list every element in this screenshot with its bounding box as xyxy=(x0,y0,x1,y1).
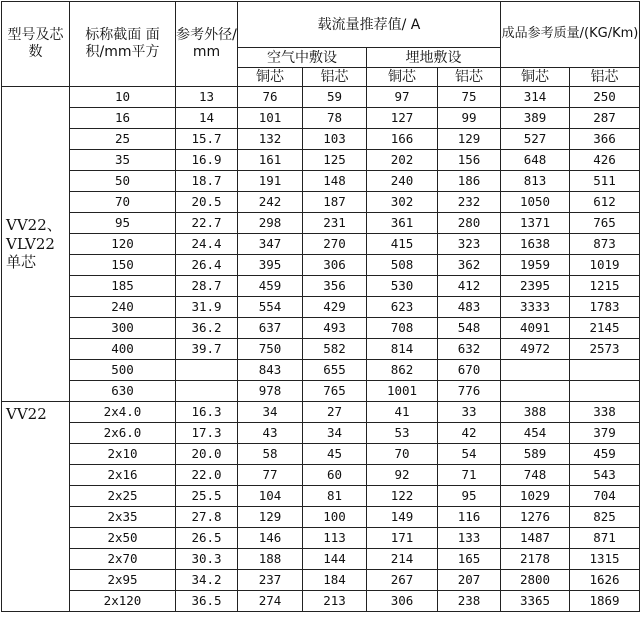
cell-air-copper: 274 xyxy=(238,591,303,612)
cell-mass-copper: 748 xyxy=(501,465,570,486)
cell-air-copper: 637 xyxy=(238,318,303,339)
cell-ground-copper: 267 xyxy=(367,570,438,591)
cell-ground-aluminum: 776 xyxy=(438,381,501,402)
cell-diameter: 15.7 xyxy=(176,129,238,150)
table-row xyxy=(2,276,640,297)
cell-mass-copper: 1638 xyxy=(501,234,570,255)
cell-ground-aluminum: 75 xyxy=(438,87,501,108)
cell-air-copper: 129 xyxy=(238,507,303,528)
cell-section: 25 xyxy=(70,129,176,150)
cell-ground-aluminum: 323 xyxy=(438,234,501,255)
cell-air-copper: 347 xyxy=(238,234,303,255)
cell-ground-copper: 70 xyxy=(367,444,438,465)
cell-ground-aluminum: 54 xyxy=(438,444,501,465)
cell-section: 500 xyxy=(70,360,176,381)
cell-ground-copper: 122 xyxy=(367,486,438,507)
cell-ground-copper: 171 xyxy=(367,528,438,549)
cell-ground-copper: 149 xyxy=(367,507,438,528)
cell-mass-aluminum: 612 xyxy=(570,192,640,213)
cell-ground-copper: 202 xyxy=(367,150,438,171)
cell-mass-copper: 4972 xyxy=(501,339,570,360)
header-mass-copper: 铜芯 xyxy=(501,68,570,87)
header-ground-aluminum: 铝芯 xyxy=(438,68,501,87)
cell-air-aluminum: 765 xyxy=(303,381,367,402)
cell-ground-aluminum: 362 xyxy=(438,255,501,276)
table-row xyxy=(2,507,640,528)
cell-air-copper: 76 xyxy=(238,87,303,108)
cell-mass-aluminum: 2573 xyxy=(570,339,640,360)
cell-mass-aluminum: 459 xyxy=(570,444,640,465)
cell-ground-copper: 53 xyxy=(367,423,438,444)
cell-mass-aluminum: 873 xyxy=(570,234,640,255)
cell-section: 2x16 xyxy=(70,465,176,486)
cell-mass-aluminum: 250 xyxy=(570,87,640,108)
table-row xyxy=(2,87,640,108)
cell-mass-aluminum: 1215 xyxy=(570,276,640,297)
cell-section: 2x10 xyxy=(70,444,176,465)
cell-ground-copper: 214 xyxy=(367,549,438,570)
cell-section: 2x70 xyxy=(70,549,176,570)
cell-air-copper: 43 xyxy=(238,423,303,444)
cell-ground-copper: 862 xyxy=(367,360,438,381)
table-row xyxy=(2,486,640,507)
cell-air-aluminum: 60 xyxy=(303,465,367,486)
cell-air-aluminum: 45 xyxy=(303,444,367,465)
cell-diameter: 25.5 xyxy=(176,486,238,507)
cell-mass-aluminum: 1626 xyxy=(570,570,640,591)
cell-diameter: 36.5 xyxy=(176,591,238,612)
cell-mass-copper: 314 xyxy=(501,87,570,108)
header-ground: 埋地敷设 xyxy=(367,48,501,68)
cell-ground-copper: 415 xyxy=(367,234,438,255)
cell-mass-copper: 1487 xyxy=(501,528,570,549)
cell-ground-copper: 361 xyxy=(367,213,438,234)
cell-ground-copper: 530 xyxy=(367,276,438,297)
cell-section: 185 xyxy=(70,276,176,297)
cell-mass-aluminum: 1869 xyxy=(570,591,640,612)
cell-ground-copper: 306 xyxy=(367,591,438,612)
cell-air-aluminum: 655 xyxy=(303,360,367,381)
table-row xyxy=(2,234,640,255)
table-row xyxy=(2,318,640,339)
header-air-copper: 铜芯 xyxy=(238,68,303,87)
cell-mass-copper: 589 xyxy=(501,444,570,465)
cell-section: 2x95 xyxy=(70,570,176,591)
cell-air-aluminum: 493 xyxy=(303,318,367,339)
cell-diameter: 16.3 xyxy=(176,402,238,423)
cell-air-copper: 459 xyxy=(238,276,303,297)
cell-ground-aluminum: 412 xyxy=(438,276,501,297)
cell-section: 2x4.0 xyxy=(70,402,176,423)
header-current: 载流量推荐值/ A xyxy=(238,2,501,48)
cell-air-copper: 298 xyxy=(238,213,303,234)
cell-air-copper: 104 xyxy=(238,486,303,507)
table-row xyxy=(2,381,640,402)
cell-section: 70 xyxy=(70,192,176,213)
cell-air-copper: 242 xyxy=(238,192,303,213)
cell-diameter xyxy=(176,360,238,381)
cell-air-copper: 188 xyxy=(238,549,303,570)
cell-air-aluminum: 429 xyxy=(303,297,367,318)
cell-mass-copper: 2178 xyxy=(501,549,570,570)
cell-air-copper: 58 xyxy=(238,444,303,465)
cell-mass-aluminum xyxy=(570,360,640,381)
header-mass: 成品参考质量/(KG/Km) xyxy=(501,2,640,68)
header-diameter: 参考外径/ mm xyxy=(176,2,238,87)
cell-diameter: 39.7 xyxy=(176,339,238,360)
cell-air-aluminum: 34 xyxy=(303,423,367,444)
cell-mass-copper xyxy=(501,381,570,402)
cell-section: 630 xyxy=(70,381,176,402)
cell-ground-copper: 97 xyxy=(367,87,438,108)
cell-section: 2x50 xyxy=(70,528,176,549)
cell-diameter: 22.7 xyxy=(176,213,238,234)
table-row xyxy=(2,402,640,423)
cell-air-aluminum: 125 xyxy=(303,150,367,171)
table-row xyxy=(2,255,640,276)
cell-air-copper: 237 xyxy=(238,570,303,591)
cell-mass-aluminum: 426 xyxy=(570,150,640,171)
table-row xyxy=(2,465,640,486)
cell-ground-aluminum: 483 xyxy=(438,297,501,318)
cell-ground-aluminum: 71 xyxy=(438,465,501,486)
cell-ground-aluminum: 42 xyxy=(438,423,501,444)
cell-mass-copper: 1029 xyxy=(501,486,570,507)
model-cell: VV22 xyxy=(2,402,70,612)
cable-spec-table xyxy=(1,1,640,612)
cell-diameter: 26.4 xyxy=(176,255,238,276)
cell-mass-copper: 1371 xyxy=(501,213,570,234)
cell-diameter: 26.5 xyxy=(176,528,238,549)
cell-ground-aluminum: 207 xyxy=(438,570,501,591)
table-row xyxy=(2,171,640,192)
table-row xyxy=(2,129,640,150)
cell-mass-aluminum: 366 xyxy=(570,129,640,150)
table-row xyxy=(2,360,640,381)
cell-ground-aluminum: 165 xyxy=(438,549,501,570)
cell-section: 400 xyxy=(70,339,176,360)
cell-ground-aluminum: 129 xyxy=(438,129,501,150)
cell-ground-aluminum: 548 xyxy=(438,318,501,339)
cell-diameter: 20.5 xyxy=(176,192,238,213)
cell-ground-aluminum: 99 xyxy=(438,108,501,129)
cell-ground-copper: 508 xyxy=(367,255,438,276)
cell-ground-aluminum: 33 xyxy=(438,402,501,423)
cell-diameter: 22.0 xyxy=(176,465,238,486)
cell-ground-aluminum: 238 xyxy=(438,591,501,612)
header-model: 型号及芯数 xyxy=(2,2,70,87)
cell-ground-copper: 623 xyxy=(367,297,438,318)
cell-diameter: 16.9 xyxy=(176,150,238,171)
cell-mass-aluminum: 379 xyxy=(570,423,640,444)
cell-mass-copper: 527 xyxy=(501,129,570,150)
cell-air-aluminum: 270 xyxy=(303,234,367,255)
cell-air-aluminum: 144 xyxy=(303,549,367,570)
cell-section: 300 xyxy=(70,318,176,339)
cell-air-aluminum: 187 xyxy=(303,192,367,213)
cell-air-aluminum: 231 xyxy=(303,213,367,234)
cell-mass-aluminum: 2145 xyxy=(570,318,640,339)
cell-section: 10 xyxy=(70,87,176,108)
cell-ground-aluminum: 133 xyxy=(438,528,501,549)
cell-air-aluminum: 81 xyxy=(303,486,367,507)
cell-diameter: 34.2 xyxy=(176,570,238,591)
cell-mass-aluminum: 338 xyxy=(570,402,640,423)
cell-diameter: 24.4 xyxy=(176,234,238,255)
cell-air-aluminum: 100 xyxy=(303,507,367,528)
table-row xyxy=(2,213,640,234)
cell-ground-copper: 166 xyxy=(367,129,438,150)
table-row xyxy=(2,549,640,570)
cell-mass-copper: 389 xyxy=(501,108,570,129)
cell-diameter: 28.7 xyxy=(176,276,238,297)
header-section: 标称截面 面积/mm平方 xyxy=(70,2,176,87)
cell-section: 2x6.0 xyxy=(70,423,176,444)
cell-ground-copper: 302 xyxy=(367,192,438,213)
cell-air-aluminum: 148 xyxy=(303,171,367,192)
cell-diameter: 13 xyxy=(176,87,238,108)
table-row xyxy=(2,570,640,591)
cell-ground-copper: 814 xyxy=(367,339,438,360)
cell-mass-aluminum: 871 xyxy=(570,528,640,549)
cell-air-aluminum: 184 xyxy=(303,570,367,591)
cell-mass-aluminum: 543 xyxy=(570,465,640,486)
cell-mass-copper: 1050 xyxy=(501,192,570,213)
cell-mass-copper: 388 xyxy=(501,402,570,423)
table-row xyxy=(2,339,640,360)
table-row xyxy=(2,444,640,465)
cell-ground-copper: 127 xyxy=(367,108,438,129)
table-row xyxy=(2,297,640,318)
cell-mass-copper: 454 xyxy=(501,423,570,444)
cell-mass-copper: 4091 xyxy=(501,318,570,339)
cell-air-copper: 77 xyxy=(238,465,303,486)
cell-mass-aluminum: 1315 xyxy=(570,549,640,570)
cell-air-copper: 132 xyxy=(238,129,303,150)
cell-section: 120 xyxy=(70,234,176,255)
model-cell: VV22、VLV22单芯 xyxy=(2,87,70,402)
cell-air-copper: 161 xyxy=(238,150,303,171)
table-row xyxy=(2,192,640,213)
table-row xyxy=(2,423,640,444)
cell-ground-copper: 41 xyxy=(367,402,438,423)
cell-ground-aluminum: 632 xyxy=(438,339,501,360)
cell-section: 2x120 xyxy=(70,591,176,612)
cell-ground-aluminum: 280 xyxy=(438,213,501,234)
cell-mass-aluminum: 765 xyxy=(570,213,640,234)
cell-ground-aluminum: 116 xyxy=(438,507,501,528)
cell-mass-copper: 648 xyxy=(501,150,570,171)
cell-diameter: 18.7 xyxy=(176,171,238,192)
cell-section: 2x35 xyxy=(70,507,176,528)
cell-ground-aluminum: 670 xyxy=(438,360,501,381)
cell-air-aluminum: 113 xyxy=(303,528,367,549)
cell-mass-copper xyxy=(501,360,570,381)
cell-air-aluminum: 582 xyxy=(303,339,367,360)
cell-diameter: 17.3 xyxy=(176,423,238,444)
header-ground-copper: 铜芯 xyxy=(367,68,438,87)
cell-air-aluminum: 213 xyxy=(303,591,367,612)
cell-air-aluminum: 27 xyxy=(303,402,367,423)
cell-mass-aluminum: 287 xyxy=(570,108,640,129)
cell-mass-copper: 1959 xyxy=(501,255,570,276)
cell-diameter: 27.8 xyxy=(176,507,238,528)
cell-section: 35 xyxy=(70,150,176,171)
table-row xyxy=(2,528,640,549)
table-row xyxy=(2,108,640,129)
cell-section: 150 xyxy=(70,255,176,276)
cell-diameter: 14 xyxy=(176,108,238,129)
header-mass-aluminum: 铝芯 xyxy=(570,68,640,87)
cell-mass-aluminum xyxy=(570,381,640,402)
cell-ground-aluminum: 232 xyxy=(438,192,501,213)
cell-air-copper: 843 xyxy=(238,360,303,381)
cell-air-copper: 101 xyxy=(238,108,303,129)
cell-section: 95 xyxy=(70,213,176,234)
cell-ground-copper: 240 xyxy=(367,171,438,192)
cell-diameter: 31.9 xyxy=(176,297,238,318)
cell-air-copper: 750 xyxy=(238,339,303,360)
cell-air-copper: 554 xyxy=(238,297,303,318)
cell-mass-copper: 1276 xyxy=(501,507,570,528)
cell-mass-copper: 2395 xyxy=(501,276,570,297)
cell-air-copper: 34 xyxy=(238,402,303,423)
cell-mass-aluminum: 825 xyxy=(570,507,640,528)
cell-air-aluminum: 356 xyxy=(303,276,367,297)
cell-diameter: 30.3 xyxy=(176,549,238,570)
cell-air-copper: 978 xyxy=(238,381,303,402)
cell-ground-aluminum: 95 xyxy=(438,486,501,507)
cell-mass-aluminum: 511 xyxy=(570,171,640,192)
cell-mass-copper: 3365 xyxy=(501,591,570,612)
cell-mass-aluminum: 704 xyxy=(570,486,640,507)
cell-mass-copper: 813 xyxy=(501,171,570,192)
header-air: 空气中敷设 xyxy=(238,48,367,68)
cell-ground-aluminum: 186 xyxy=(438,171,501,192)
cell-section: 16 xyxy=(70,108,176,129)
cell-section: 50 xyxy=(70,171,176,192)
cell-ground-copper: 1001 xyxy=(367,381,438,402)
cell-mass-copper: 2800 xyxy=(501,570,570,591)
cell-ground-copper: 92 xyxy=(367,465,438,486)
cell-air-aluminum: 103 xyxy=(303,129,367,150)
cell-ground-aluminum: 156 xyxy=(438,150,501,171)
cell-diameter xyxy=(176,381,238,402)
cell-mass-aluminum: 1019 xyxy=(570,255,640,276)
cell-air-aluminum: 78 xyxy=(303,108,367,129)
cell-air-copper: 395 xyxy=(238,255,303,276)
cell-section: 2x25 xyxy=(70,486,176,507)
cell-mass-copper: 3333 xyxy=(501,297,570,318)
cell-air-copper: 191 xyxy=(238,171,303,192)
cell-section: 240 xyxy=(70,297,176,318)
cell-diameter: 36.2 xyxy=(176,318,238,339)
header-air-aluminum: 铝芯 xyxy=(303,68,367,87)
cell-air-aluminum: 59 xyxy=(303,87,367,108)
cell-diameter: 20.0 xyxy=(176,444,238,465)
cell-mass-aluminum: 1783 xyxy=(570,297,640,318)
table-row xyxy=(2,591,640,612)
cell-air-aluminum: 306 xyxy=(303,255,367,276)
cell-air-copper: 146 xyxy=(238,528,303,549)
cell-ground-copper: 708 xyxy=(367,318,438,339)
table-row xyxy=(2,150,640,171)
